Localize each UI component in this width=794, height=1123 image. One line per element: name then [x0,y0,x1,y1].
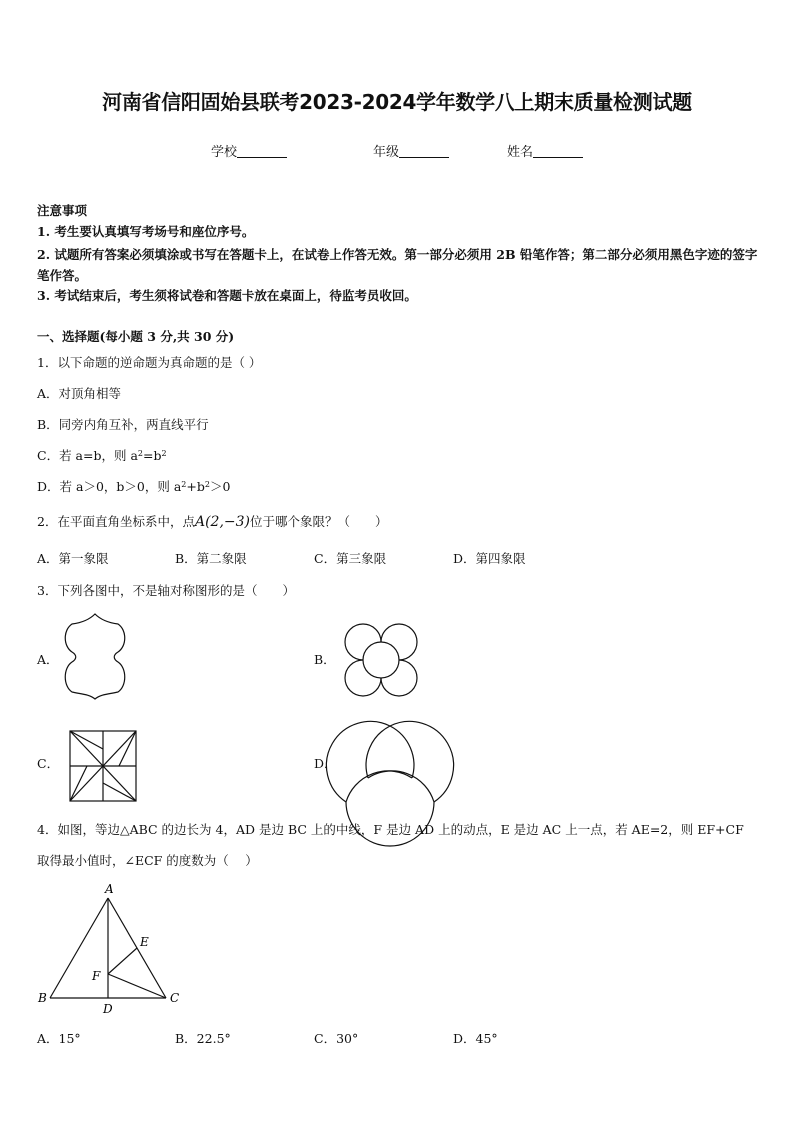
label-e: E [140,935,149,949]
q4-option-c[interactable]: C．30° [314,1031,359,1046]
section-heading: 一、选择题(每小题 3 分,共 30 分) [37,329,235,344]
name-label: 姓名 [507,145,534,160]
q1-option-a[interactable]: A．对顶角相等 [37,386,122,401]
q2-stem-post: 位于哪个象限？（ ） [250,514,388,529]
q1-d-text-1: D．若 a＞0，b＞0，则 a [37,479,182,494]
q1-c-text-2: =b [143,448,162,463]
page-title: 河南省信阳固始县联考2023-2024学年数学八上期末质量检测试题 [102,90,692,114]
q3-label-d[interactable]: D． [314,756,337,771]
q3-figure-c[interactable] [68,727,140,803]
q2-option-b[interactable]: B．第二象限 [175,551,247,566]
q2-option-d[interactable]: D．第四象限 [453,551,526,566]
q1-option-d[interactable] [37,478,230,496]
q3-label-b[interactable]: B． [314,652,336,667]
notice-heading: 注意事项 [37,203,88,218]
q1-d-text-3: ＞0 [209,479,231,494]
q1-c-sup-1: 2 [137,449,143,458]
school-field[interactable] [211,141,287,160]
q2-stem [37,513,388,531]
notice-item-2: 2. 试题所有答案必须填涂或书写在答题卡上，在试卷上作答无效。第一部分必须用 2B 铅笔作答；第二部分必须用黑色字迹的签字笔作答。 [37,247,758,283]
school-label: 学校 [211,145,238,160]
q4-option-d[interactable]: D．45° [453,1031,498,1046]
q4-stem-line-1: 4．如图，等边△ABC 的边长为 4，AD 是边 BC 上的中线，F 是边 AD 上的动点，E 是边 AC 上一点，若 AE=2，则 EF+CF [37,822,744,837]
label-c: C [170,991,180,1005]
q3-stem: 3．下列各图中，不是轴对称图形的是（ ） [37,583,295,598]
grade-field[interactable] [373,141,449,160]
notice-item-3: 3. 考试结束后，考生须将试卷和答题卡放在桌面上，待监考员收回。 [37,288,417,303]
q1-c-text-1: C．若 a=b，则 a [37,448,138,463]
q1-c-sup-2: 2 [161,449,167,458]
q4-triangle-figure [36,880,186,1020]
name-blank[interactable] [533,145,583,158]
q4-option-b[interactable]: B．22.5° [175,1031,231,1046]
q3-label-c[interactable]: C． [37,756,60,771]
q2-option-c[interactable]: C．第三象限 [314,551,387,566]
q2-option-a[interactable]: A．第一象限 [37,551,109,566]
q1-stem: 1．以下命题的逆命题为真命题的是（ ） [37,355,262,370]
q3-figure-b[interactable] [341,620,421,700]
q1-d-text-2: +b [186,479,205,494]
q3-figure-d[interactable] [342,722,438,806]
grade-blank[interactable] [399,145,449,158]
q3-figure-a[interactable] [60,610,130,702]
name-field[interactable] [507,141,583,160]
notice-item-1: 1. 考生要认真填写考场号和座位序号。 [37,224,255,239]
school-blank[interactable] [237,145,287,158]
label-b: B [38,991,47,1005]
q1-d-sup-1: 2 [181,480,187,489]
q1-d-sup-2: 2 [204,480,210,489]
q1-option-b[interactable]: B．同旁内角互补，两直线平行 [37,417,209,432]
q2-point: A(2,−3) [194,514,250,530]
q3-label-a[interactable]: A． [37,652,59,667]
q4-stem-line-2: 取得最小值时，∠ECF 的度数为（ ） [37,853,258,868]
q1-option-c[interactable] [37,447,167,465]
label-f: F [92,969,101,983]
q2-stem-pre: 2．在平面直角坐标系中，点 [37,514,195,529]
q4-option-a[interactable]: A．15° [37,1031,81,1046]
label-a: A [105,882,114,896]
label-d: D [103,1002,113,1016]
grade-label: 年级 [373,145,400,160]
